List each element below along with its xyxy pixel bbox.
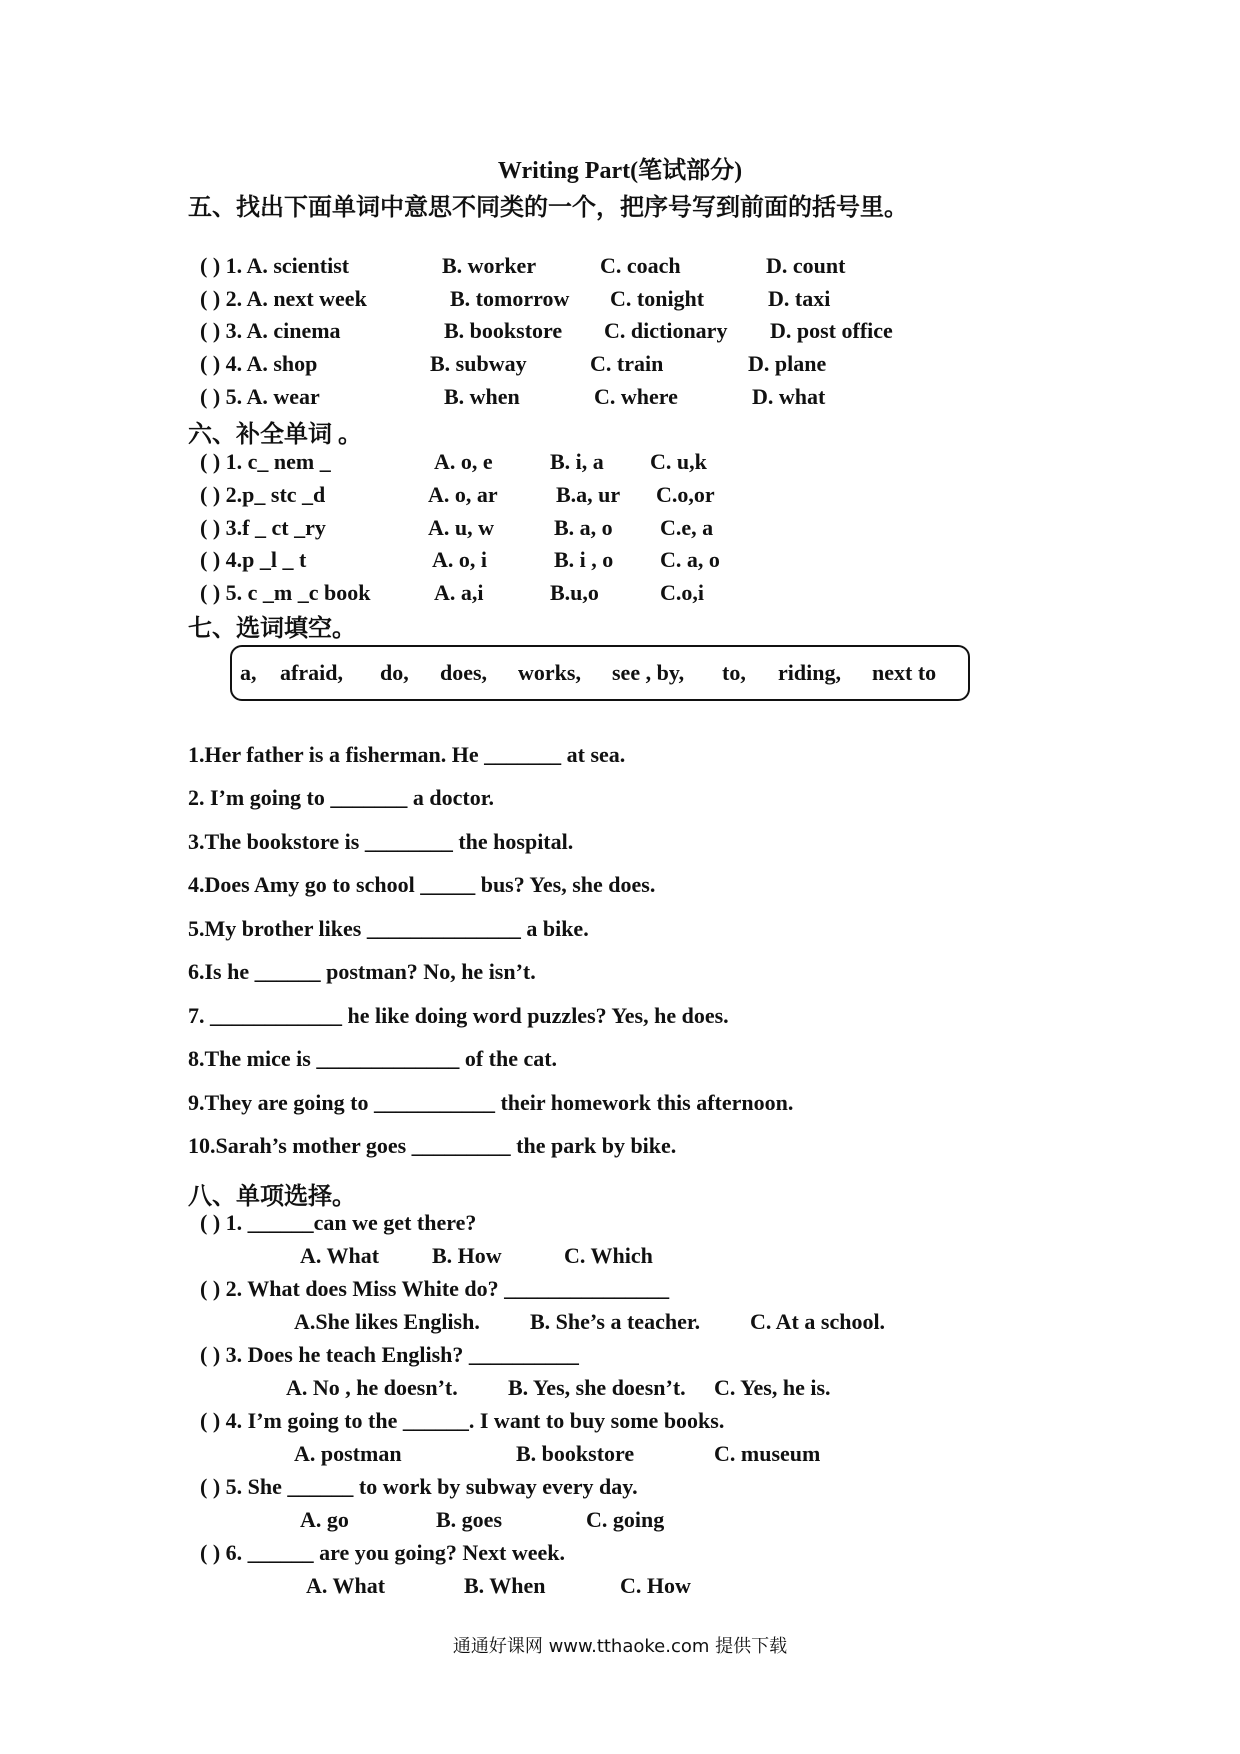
- fill-sentence: 1.Her father is a fisherman. He _______ at sea.: [188, 742, 626, 767]
- word-bank: [230, 645, 970, 701]
- option-b: B. She’s a teacher.: [530, 1309, 701, 1334]
- option-a: A.She likes English.: [294, 1309, 480, 1334]
- question-stem: ( ) 5. c _m _c book: [200, 580, 371, 605]
- option-b: B. i, a: [550, 449, 604, 474]
- choice-stem: ( ) 6. ______ are you going? Next week.: [200, 1540, 565, 1565]
- fill-sentence: 9.They are going to ___________ their homework this afternoon.: [188, 1090, 794, 1115]
- word-bank-item: to,: [722, 660, 746, 685]
- fill-sentence: 2. I’m going to _______ a doctor.: [188, 785, 494, 810]
- option-b: B. tomorrow: [450, 286, 570, 311]
- question-stem: ( ) 3. A. cinema: [200, 318, 341, 343]
- option-b: B. i , o: [554, 547, 614, 572]
- word-bank-item: do,: [380, 660, 409, 685]
- option-b: B. worker: [442, 253, 537, 278]
- option-b: B. subway: [430, 351, 527, 376]
- option-b: B. Yes, she doesn’t.: [508, 1375, 686, 1400]
- option-c: C. Yes, he is.: [714, 1375, 831, 1400]
- word-bank-item: riding,: [778, 660, 841, 685]
- option-b: B. when: [444, 384, 520, 409]
- option-b: B.u,o: [550, 580, 599, 605]
- choice-stem: ( ) 3. Does he teach English? __________: [200, 1342, 579, 1367]
- question-stem: ( ) 4.p _l _ t: [200, 547, 307, 572]
- section5-heading: 五、找出下面单词中意思不同类的一个，把序号写到前面的括号里。: [188, 195, 908, 221]
- choice-stem: ( ) 2. What does Miss White do? _______________: [200, 1276, 670, 1301]
- option-c: C. dictionary: [604, 318, 728, 343]
- option-c: C. museum: [714, 1441, 821, 1466]
- option-b: B. bookstore: [444, 318, 563, 343]
- word-bank-item: a,: [240, 660, 257, 685]
- word-bank-item: works,: [518, 660, 581, 685]
- fill-sentence: 4.Does Amy go to school _____ bus? Yes, she does.: [188, 872, 656, 897]
- option-b: B. a, o: [554, 515, 613, 540]
- section6-heading: 六、补全单词 。: [188, 422, 362, 448]
- option-c: C. How: [620, 1573, 691, 1598]
- word-bank-item: see , by,: [612, 660, 685, 685]
- option-c: C.o,i: [660, 580, 704, 605]
- footer-credit: 通通好课网 www.tthaoke.com 提供下载: [452, 1636, 788, 1657]
- option-c: C.o,or: [656, 482, 715, 507]
- question-stem: ( ) 2. A. next week: [200, 286, 367, 311]
- fill-sentence: 10.Sarah’s mother goes _________ the park by bike.: [188, 1133, 677, 1158]
- choice-stem: ( ) 4. I’m going to the ______. I want to buy some books.: [200, 1408, 725, 1433]
- option-d: D. what: [752, 384, 826, 409]
- option-b: B. How: [432, 1243, 502, 1268]
- choice-stem: ( ) 1. ______can we get there?: [200, 1210, 477, 1235]
- fill-sentence: 6.Is he ______ postman? No, he isn’t.: [188, 959, 536, 984]
- option-a: A. o, ar: [428, 482, 498, 507]
- question-stem: ( ) 2.p_ stc _d: [200, 482, 326, 507]
- option-c: C. tonight: [610, 286, 705, 311]
- section7-heading: 七、选词填空。: [188, 616, 356, 642]
- option-a: A. o, e: [434, 449, 493, 474]
- question-stem: ( ) 1. A. scientist: [200, 253, 350, 278]
- choice-stem: ( ) 5. She ______ to work by subway every day.: [200, 1474, 638, 1499]
- option-c: C. going: [586, 1507, 665, 1532]
- option-c: C. train: [590, 351, 664, 376]
- question-stem: ( ) 5. A. wear: [200, 384, 320, 409]
- option-c: C.e, a: [660, 515, 714, 540]
- option-a: A. o, i: [432, 547, 487, 572]
- option-d: D. plane: [748, 351, 827, 376]
- option-a: A. u, w: [428, 515, 495, 540]
- option-a: A. What: [300, 1243, 380, 1268]
- option-d: D. taxi: [768, 286, 831, 311]
- fill-sentence: 7. ____________ he like doing word puzzles? Yes, he does.: [188, 1003, 729, 1028]
- word-bank-item: does,: [440, 660, 488, 685]
- section8-heading: 八、单项选择。: [188, 1184, 356, 1210]
- option-a: A. No , he doesn’t.: [286, 1375, 458, 1400]
- option-b: B.a, ur: [556, 482, 621, 507]
- option-c: C. At a school.: [750, 1309, 886, 1334]
- option-c: C. a, o: [660, 547, 720, 572]
- word-bank-item: afraid,: [280, 660, 343, 685]
- fill-sentence: 8.The mice is _____________ of the cat.: [188, 1046, 558, 1071]
- question-stem: ( ) 4. A. shop: [200, 351, 318, 376]
- option-b: B. goes: [436, 1507, 502, 1532]
- option-c: C. Which: [564, 1243, 653, 1268]
- option-d: D. count: [766, 253, 846, 278]
- word-bank-item: next to: [872, 660, 937, 685]
- option-d: D. post office: [770, 318, 893, 343]
- option-b: B. When: [464, 1573, 546, 1598]
- fill-sentence: 5.My brother likes ______________ a bike.: [188, 916, 589, 941]
- option-a: A. What: [306, 1573, 386, 1598]
- option-c: C. u,k: [650, 449, 707, 474]
- option-c: C. where: [594, 384, 678, 409]
- option-b: B. bookstore: [516, 1441, 635, 1466]
- option-a: A. postman: [294, 1441, 402, 1466]
- option-a: A. a,i: [434, 580, 484, 605]
- option-c: C. coach: [600, 253, 681, 278]
- fill-sentence: 3.The bookstore is ________ the hospital.: [188, 829, 574, 854]
- option-a: A. go: [300, 1507, 349, 1532]
- question-stem: ( ) 1. c_ nem _: [200, 449, 331, 474]
- page-title: Writing Part(笔试部分): [497, 158, 743, 184]
- question-stem: ( ) 3.f _ ct _ry: [200, 515, 326, 540]
